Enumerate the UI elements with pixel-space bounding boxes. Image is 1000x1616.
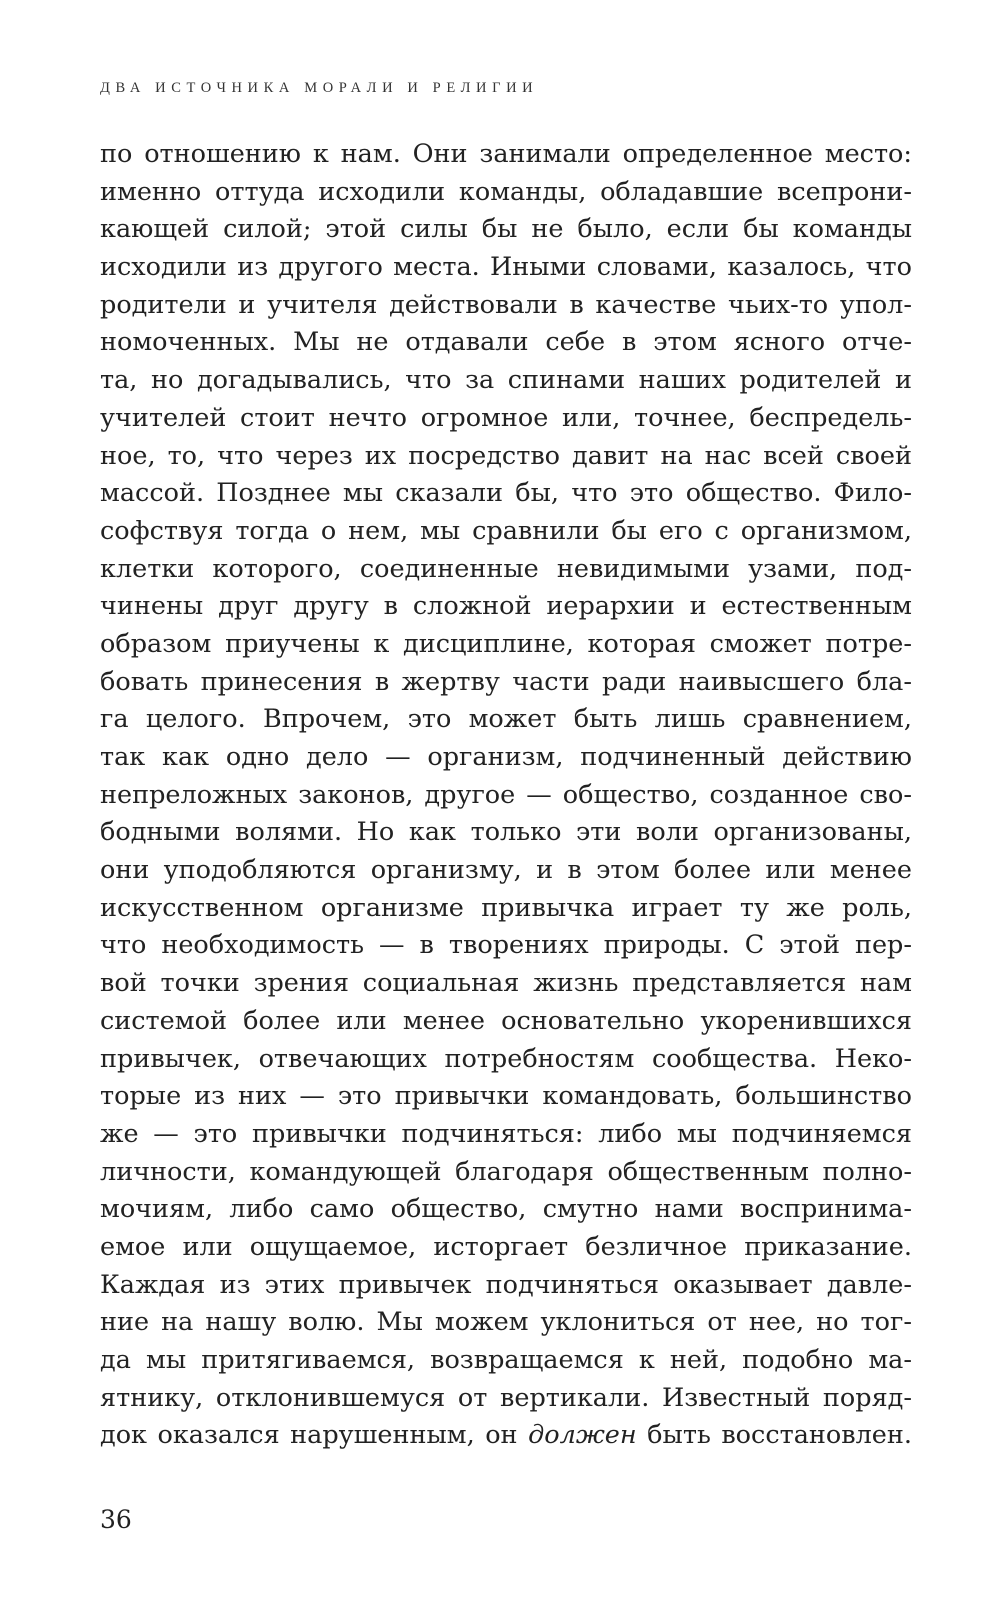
text-line: что необходимость — в творениях природы. С этой пер- [100, 930, 912, 961]
text-line: ние на нашу волю. Мы можем уклониться от нее, но тог- [100, 1307, 912, 1338]
text-line: емое или ощущаемое, исторгает безличное приказание. [100, 1231, 912, 1262]
text-line: чинены друг другу в сложной иерархии и естественным [100, 591, 912, 622]
text-line: мочиям, либо само общество, смутно нами воспринима- [100, 1194, 912, 1225]
text-line: по отношению к нам. Они занимали определенное место: [100, 139, 912, 169]
text-line: именно оттуда исходили команды, обладавшие всепрони- [100, 176, 912, 207]
text-segment: быть восстановлен. [636, 1420, 912, 1451]
text-line: кающей силой; этой силы бы не было, если бы команды [100, 214, 912, 245]
text-line: клетки которого, соединенные невидимыми узами, под- [100, 553, 912, 584]
text-line: номоченных. Мы не отдавали себе в этом ясного отче- [100, 327, 912, 358]
text-line: они уподобляются организму, и в этом более или менее [100, 855, 912, 886]
text-line: да мы притягиваемся, возвращаемся к ней, подобно ма- [100, 1345, 912, 1375]
text-line-last [100, 1417, 912, 1455]
text-line: образом приучены к дисциплине, которая сможет потре- [100, 628, 912, 659]
page-number: 36 [100, 1505, 132, 1534]
text-line: так как одно дело — организм, подчиненный действию [100, 742, 912, 772]
text-line: исходили из другого места. Иными словами, казалось, что [100, 252, 912, 283]
text-line: личности, командующей благодаря общественным полно- [100, 1156, 912, 1187]
text-line: системой более или менее основательно укоренившихся [100, 1005, 912, 1036]
text-line: искусственном организме привычка играет ту же роль, [100, 892, 912, 923]
running-head: ДВА ИСТОЧНИКА МОРАЛИ И РЕЛИГИИ [100, 80, 539, 96]
text-line: привычек, отвечающих потребностям сообщества. Неко- [100, 1043, 912, 1074]
italic-emphasis: должен [528, 1420, 637, 1451]
text-line: непреложных законов, другое — общество, созданное сво- [100, 779, 912, 810]
text-line: ятнику, отклонившемуся от вертикали. Известный поряд- [100, 1382, 912, 1413]
text-line: та, но догадывались, что за спинами наших родителей и [100, 365, 912, 396]
body-text [100, 136, 912, 1455]
text-line: Каждая из этих привычек подчиняться оказывает давле- [100, 1269, 912, 1300]
text-line: же — это привычки подчиняться: либо мы подчиняемся [100, 1118, 912, 1149]
text-line: бодными волями. Но как только эти воли организованы, [100, 817, 912, 848]
text-line: массой. Позднее мы сказали бы, что это общество. Фило- [100, 478, 912, 509]
text-segment: док оказался нарушенным, он [100, 1420, 529, 1451]
text-line: га целого. Впрочем, это может быть лишь сравнением, [100, 704, 912, 735]
text-line: учителей стоит нечто огромное или, точнее, беспредель- [100, 402, 912, 433]
text-line: вой точки зрения социальная жизнь представляется нам [100, 968, 912, 999]
text-line: торые из них — это привычки командовать, большинство [100, 1081, 912, 1112]
text-line: бовать принесения в жертву части ради наивысшего бла- [100, 666, 912, 697]
text-line: родители и учителя действовали в качестве чьих-то упол- [100, 289, 912, 320]
text-line: софствуя тогда о нем, мы сравнили бы его с организмом, [100, 515, 912, 546]
text-line: ное, то, что через их посредство давит на нас всей своей [100, 440, 912, 471]
